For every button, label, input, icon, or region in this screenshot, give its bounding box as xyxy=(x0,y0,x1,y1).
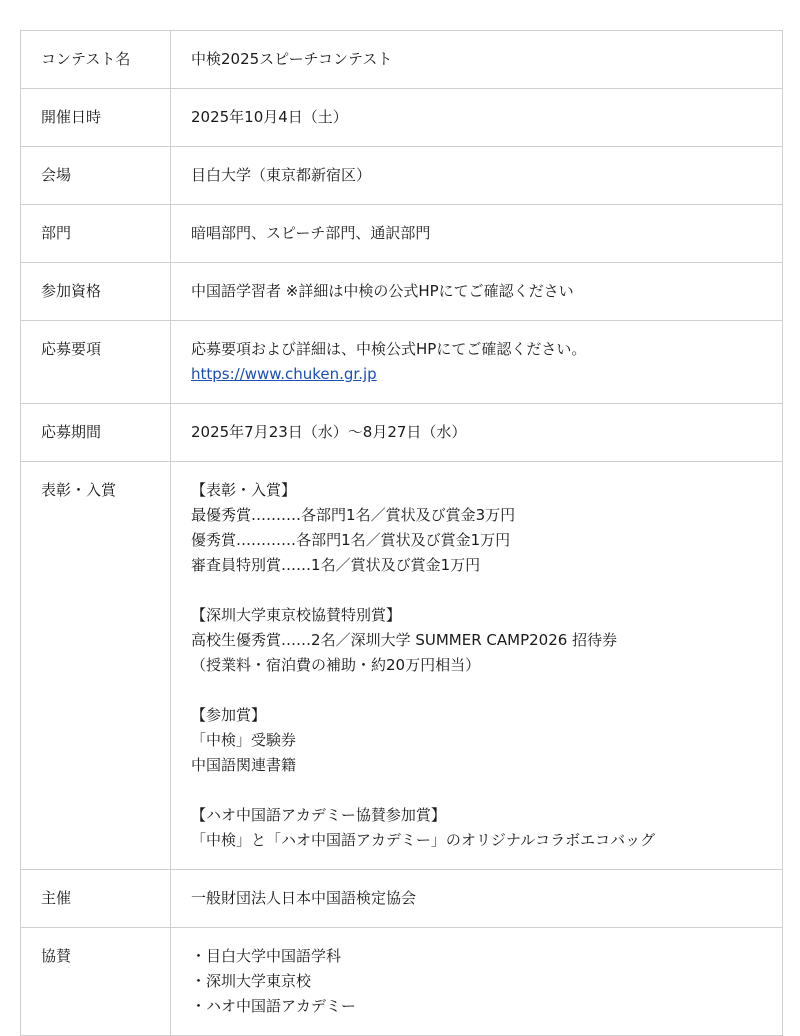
value-line: ・目白大学中国語学科 xyxy=(191,947,342,965)
row-value xyxy=(171,928,783,1036)
value-line: 【参加賞】 xyxy=(191,706,267,724)
row-label: 応募要項 xyxy=(21,321,171,404)
value-line: 応募要項および詳細は、中検公式HPにてご確認ください。 xyxy=(191,340,587,358)
row-value xyxy=(171,870,783,928)
value-line: 優秀賞‥‥‥‥‥‥各部門1名／賞状及び賞金1万円 xyxy=(191,531,511,549)
table-row xyxy=(21,31,783,89)
row-label: 表彰・入賞 xyxy=(21,462,171,870)
table-row xyxy=(21,205,783,263)
value-line: 「中検」受験券 xyxy=(191,731,297,749)
value-line: 【表彰・入賞】 xyxy=(191,481,297,499)
row-label: 開催日時 xyxy=(21,89,171,147)
row-value xyxy=(171,89,783,147)
value-line: 中国語学習者 ※詳細は中検の公式HPにてご確認ください xyxy=(191,282,574,300)
row-value xyxy=(171,147,783,205)
row-value xyxy=(171,462,783,870)
table-row xyxy=(21,928,783,1036)
blank-line xyxy=(191,578,762,603)
value-line: 最優秀賞‥‥‥‥‥各部門1名／賞状及び賞金3万円 xyxy=(191,506,516,524)
table-row xyxy=(21,263,783,321)
row-label: 参加資格 xyxy=(21,263,171,321)
value-line: 審査員特別賞‥‥‥1名／賞状及び賞金1万円 xyxy=(191,556,481,574)
value-line: 一般財団法人日本中国語検定協会 xyxy=(191,889,417,907)
contest-info-table-body xyxy=(21,31,783,1036)
value-line: 【ハオ中国語アカデミー協賛参加賞】 xyxy=(191,806,446,824)
table-row xyxy=(21,462,783,870)
value-line: 目白大学（東京都新宿区） xyxy=(191,166,372,184)
row-value xyxy=(171,321,783,404)
table-row xyxy=(21,89,783,147)
row-value xyxy=(171,31,783,89)
table-row xyxy=(21,404,783,462)
value-line: ・ハオ中国語アカデミー xyxy=(191,997,356,1015)
row-label: コンテスト名 xyxy=(21,31,171,89)
table-row xyxy=(21,321,783,404)
contest-info-table-container xyxy=(20,30,762,1036)
value-line: （授業料・宿泊費の補助・約20万円相当） xyxy=(191,656,481,674)
value-line: ・深圳大学東京校 xyxy=(191,972,312,990)
row-label: 協賛 xyxy=(21,928,171,1036)
value-line: 2025年10月4日（土） xyxy=(191,108,348,126)
value-line: 中国語関連書籍 xyxy=(191,756,297,774)
value-line: 「中検」と「ハオ中国語アカデミー」のオリジナルコラボエコバッグ xyxy=(191,831,656,849)
row-label: 会場 xyxy=(21,147,171,205)
row-value xyxy=(171,205,783,263)
contest-info-table xyxy=(20,30,783,1036)
value-line: 暗唱部門、スピーチ部門、通訳部門 xyxy=(191,224,431,242)
blank-line xyxy=(191,778,762,803)
value-line: 2025年7月23日（水）～8月27日（水） xyxy=(191,423,467,441)
table-row xyxy=(21,147,783,205)
value-line: 高校生優秀賞‥‥‥2名／深圳大学 SUMMER CAMP2026 招待券 xyxy=(191,631,618,649)
row-value xyxy=(171,404,783,462)
row-label: 応募期間 xyxy=(21,404,171,462)
value-line: 中検2025スピーチコンテスト xyxy=(191,50,393,68)
row-label: 主催 xyxy=(21,870,171,928)
table-row xyxy=(21,870,783,928)
row-value xyxy=(171,263,783,321)
row-label: 部門 xyxy=(21,205,171,263)
official-site-link[interactable]: https://www.chuken.gr.jp xyxy=(191,365,377,383)
blank-line xyxy=(191,678,762,703)
value-line: 【深圳大学東京校協賛特別賞】 xyxy=(191,606,402,624)
